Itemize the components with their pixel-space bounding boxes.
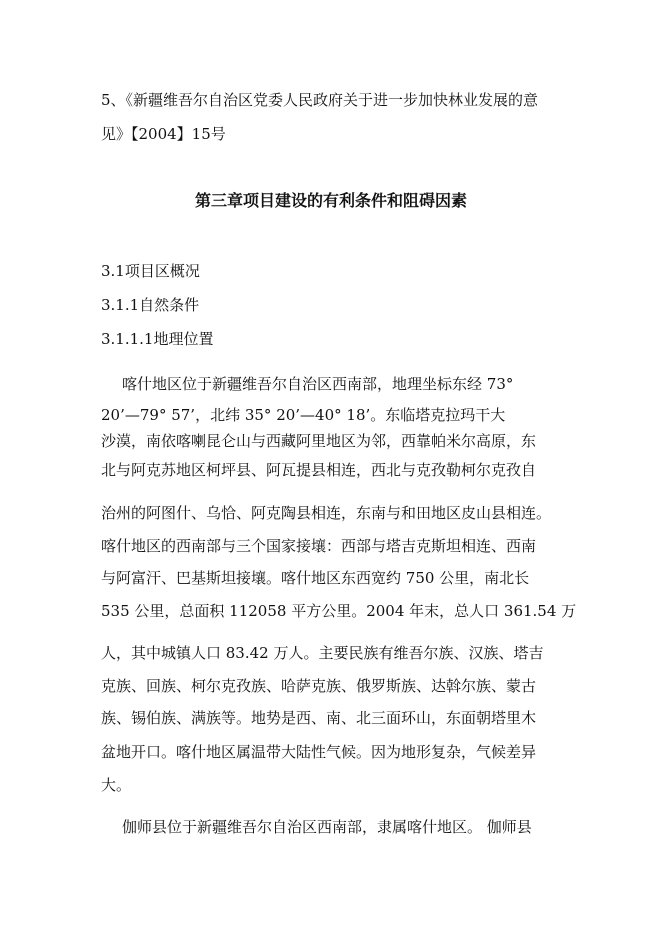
paragraph-line: 喀什地区的西南部与三个国家接壤：西部与塔吉克斯坦相连、西南 bbox=[101, 537, 537, 555]
paragraph-line: 沙漠，南依喀喇昆仑山与西藏阿里地区为邻，西靠帕米尔高原，东 bbox=[101, 432, 537, 450]
section-heading-3-1-1-1: 3.1.1.1地理位置 bbox=[101, 330, 214, 348]
paragraph-line: 盆地开口。喀什地区属温带大陆性气候。因为地形复杂，气候差异 bbox=[101, 743, 537, 761]
paragraph-line: 伽师县位于新疆维吾尔自治区西南部，隶属喀什地区。 伽师县 bbox=[122, 818, 532, 836]
paragraph-line: 克族、回族、柯尔克孜族、哈萨克族、俄罗斯族、达斡尔族、蒙古 bbox=[101, 677, 537, 695]
paragraph-line: 20’—79° 57’，北纬 35° 20’—40° 18’。东临塔克拉玛干大 bbox=[101, 406, 506, 424]
paragraph-line: 北与阿克苏地区柯坪县、阿瓦提县相连，西北与克孜勒柯尔克孜自 bbox=[101, 461, 537, 479]
paragraph-line: 族、锡伯族、满族等。地势是西、南、北三面环山，东面朝塔里木 bbox=[101, 709, 537, 727]
section-heading-3-1: 3.1项目区概况 bbox=[101, 262, 200, 280]
paragraph-line: 喀什地区位于新疆维吾尔自治区西南部，地理坐标东经 73° bbox=[122, 375, 514, 393]
paragraph-line: 535 公里，总面积 112058 平方公里。2004 年末，总人口 361.54 万 bbox=[101, 602, 577, 620]
paragraph-line: 治州的阿图什、乌恰、阿克陶县相连，东南与和田地区皮山县相连。 bbox=[101, 504, 552, 522]
section-heading-3-1-1: 3.1.1自然条件 bbox=[101, 296, 200, 314]
paragraph-line: 人，其中城镇人口 83.42 万人。主要民族有维吾尔族、汉族、塔吉 bbox=[101, 644, 544, 662]
paragraph-line: 与阿富汗、巴基斯坦接壤。喀什地区东西宽约 750 公里，南北长 bbox=[101, 569, 530, 587]
paragraph-line: 大。 bbox=[101, 776, 132, 794]
reference-line-2: 见》【2004】15号 bbox=[101, 125, 226, 143]
reference-line-1: 5、《新疆维吾尔自治区党委人民政府关于进一步加快林业发展的意 bbox=[101, 91, 539, 109]
chapter-title: 第三章项目建设的有利条件和阻碍因素 bbox=[194, 191, 467, 210]
